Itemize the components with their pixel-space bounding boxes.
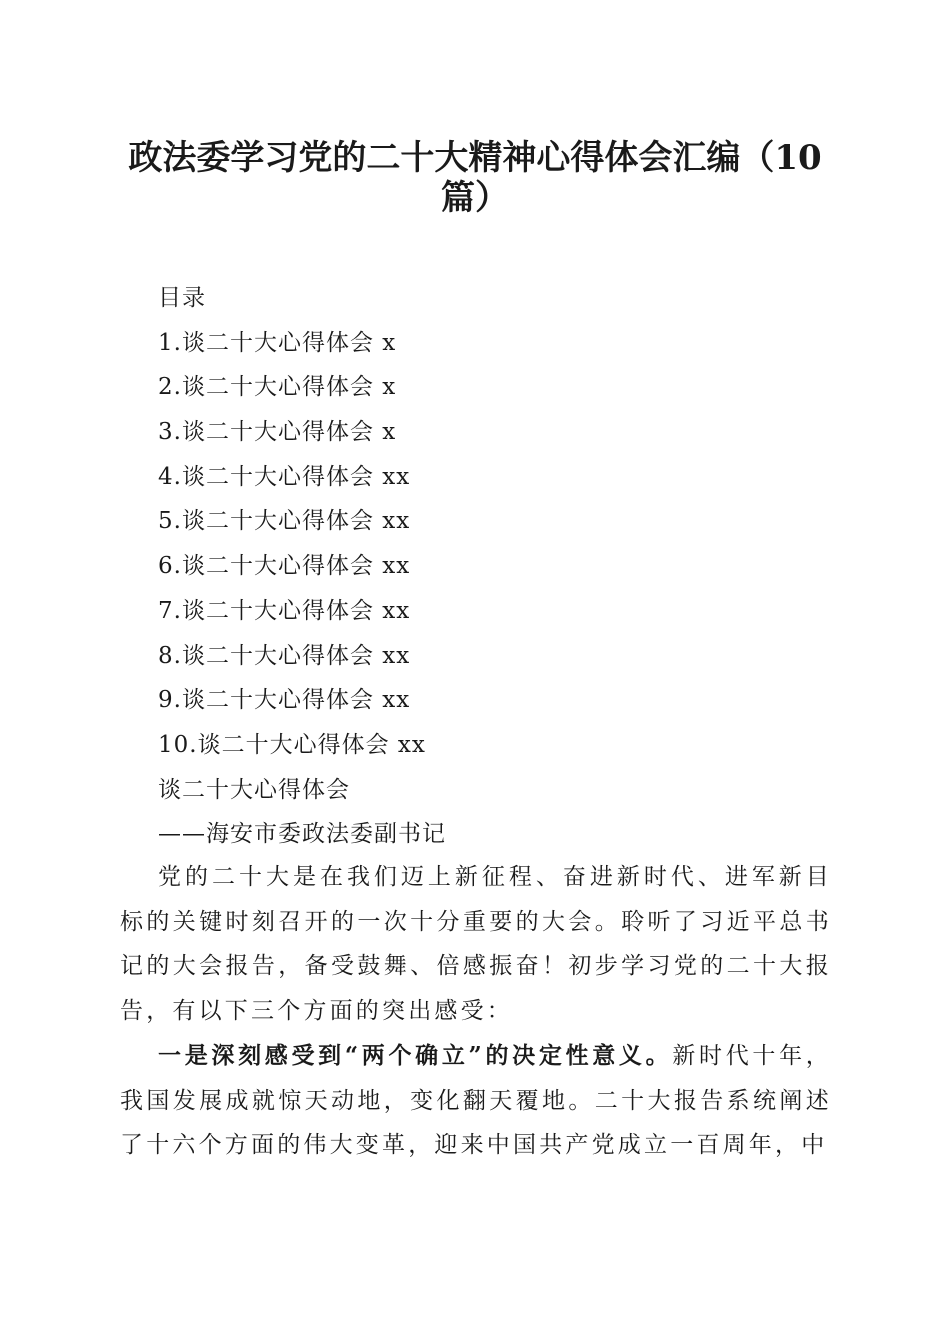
toc-item: 5.谈二十大心得体会 xx — [158, 508, 411, 535]
article-title: 谈二十大心得体会 — [158, 776, 350, 803]
toc-item: 10.谈二十大心得体会 xx — [158, 731, 426, 758]
paragraph-2-rest: 新时代十年，我国发展成就惊天动地，变化翻天覆地。二十大报告系统阐述了十六个方面的伟大变革，迎来中国共产党成立一百周年，中 — [120, 1042, 832, 1159]
title-line-2: 篇） — [441, 178, 509, 218]
toc-item: 9.谈二十大心得体会 xx — [158, 687, 411, 714]
article-author: ——海安市委政法委副书记 — [158, 821, 446, 848]
article-body — [120, 855, 832, 1168]
toc-item: 8.谈二十大心得体会 xx — [158, 642, 411, 669]
toc-item: 6.谈二十大心得体会 xx — [158, 553, 411, 580]
toc-item: 3.谈二十大心得体会 x — [158, 419, 397, 446]
title-line-1: 政法委学习党的二十大精神心得体会汇编（10 — [128, 138, 822, 178]
toc-item: 4.谈二十大心得体会 xx — [158, 463, 411, 490]
toc-item: 1.谈二十大心得体会 x — [158, 329, 397, 356]
table-of-contents — [120, 276, 832, 857]
toc-item: 7.谈二十大心得体会 xx — [158, 597, 411, 624]
paragraph-2-lead: 一是深刻感受到“两个确立”的决定性意义。 — [158, 1041, 673, 1069]
toc-item: 2.谈二十大心得体会 x — [158, 374, 397, 401]
paragraph-2 — [120, 1034, 832, 1168]
toc-heading: 目录 — [158, 285, 206, 311]
document-title — [100, 138, 850, 218]
paragraph-1: 党的二十大是在我们迈上新征程、奋进新时代、进军新目标的关键时刻召开的一次十分重要的大会。聆听了习近平总书记的大会报告，备受鼓舞、倍感振奋！初步学习党的二十大报告，有以下三个方面的突出感受： — [120, 864, 832, 1025]
